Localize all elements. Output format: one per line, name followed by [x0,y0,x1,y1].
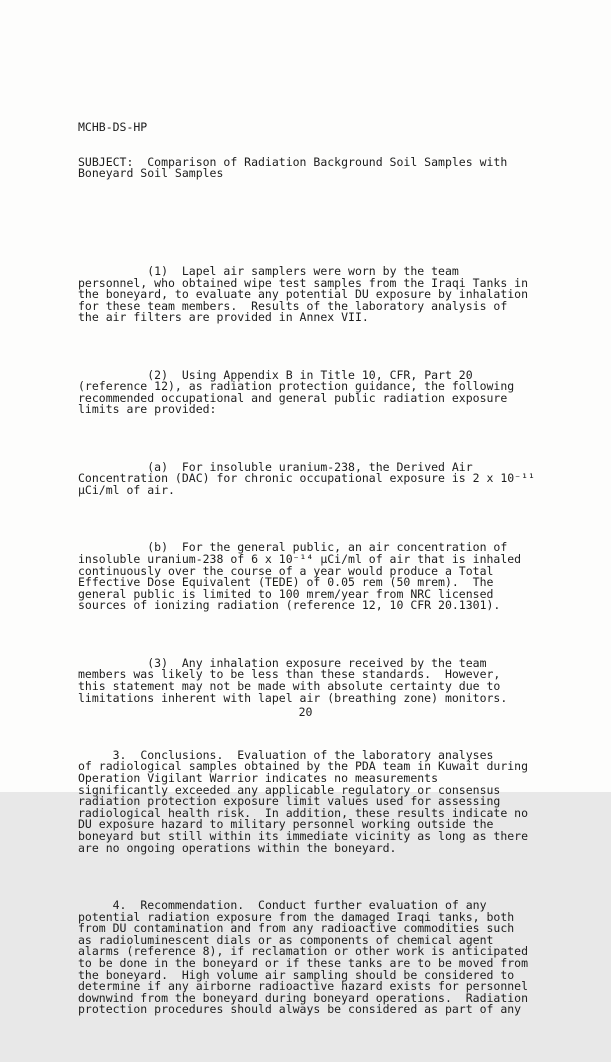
page-number: 20 [298,705,313,719]
memo-header [78,99,556,203]
paragraph-inhalation-exposure: (3) Any inhalation exposure received by the team members was likely to be less than these standards. However, this statement may not be made with absolute certainty due to limitations inherent with lapel air (breathing zone) monitors. [78,655,508,705]
subject-line: SUBJECT: Comparison of Radiation Background Soil Samples with Boneyard Soil Samples [78,154,508,181]
paragraph-appendix-b-guidance: (2) Using Appendix B in Title 10, CFR, Part 20 (reference 12), as radiation protection guidance, the following recommended occupational and general public radiation exposure limits are provided: [78,367,515,417]
paragraph-lapel-air-samplers: (1) Lapel air samplers were worn by the team personnel, who obtained wipe test samples from the Iraqi Tanks in the boneyard, to evaluate any potential DU exposure by inhalation for these team members. Results of the laboratory analysis of the air filters are provided in Annex VII. [78,263,529,325]
paragraph-insoluble-uranium-dac: (a) For insoluble uranium-238, the Derived Air Concentration (DAC) for chronic occupational exposure is 2 x 10⁻¹¹ µCi/ml of air. [78,459,535,497]
office-symbol: MCHB-DS-HP [78,119,148,134]
paragraph-general-public-limits: (b) For the general public, an air concentration of insoluble uranium-238 of 6 x 10⁻¹⁴ µCi/ml of air that is inhaled continuously over the course of a year would produce a Total Effective Dose Equivalent (TEDE) of 0.05 rem (50 mrem). The general public is limited to 100 mrem/year from NRC licensed sources of ionizing radiation (reference 12, 10 CFR 20.1301). [78,540,522,613]
paragraph-conclusions: 3. Conclusions. Evaluation of the laboratory analyses of radiological samples obtained by the PDA team in Kuwait during Operation Vigilant Warrior indicates no measurements significantly exceeded any applicable regulatory or consensus radiation protection exposure limit values used for assessing radiological health risk. In addition, these results indicate no DU exposure hazard to military personnel working outside the boneyard but still within its immediate vicinity as long as there are no ongoing operations within the boneyard. [78,747,529,855]
document-text-block [78,64,556,1062]
paragraph-recommendation: 4. Recommendation. Conduct further evaluation of any potential radiation exposure from the damaged Iraqi tanks, both from DU contamination and from any radioactive commodities such as radioluminescent dials or as components of chemical agent alarms (reference 8), if reclamation or other work is anticipated to be done in the boneyard or if these tanks are to be moved from the boneyard. High volume air sampling should be considered to determine if any airborne radioactive hazard exists for personnel downwind from the boneyard during boneyard operations. Radiation protection procedures should always be considered as part of any [78,898,529,1017]
